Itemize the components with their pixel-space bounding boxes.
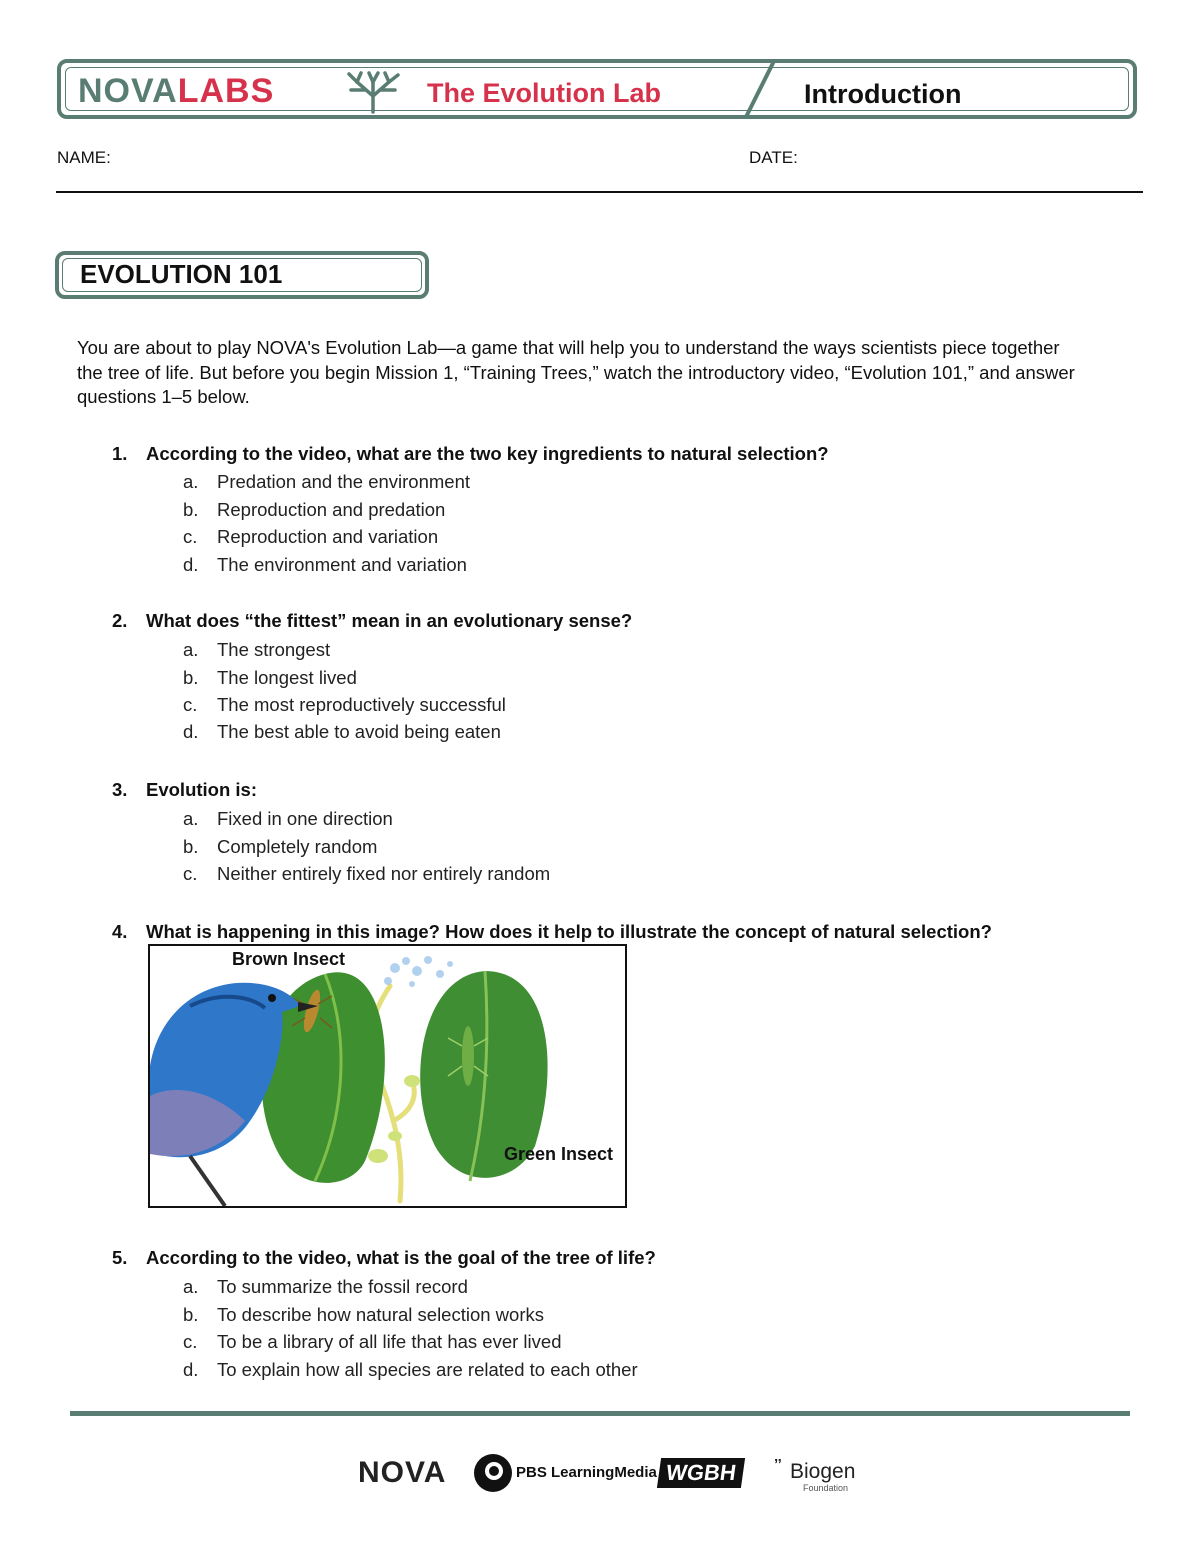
tree-of-life-icon (343, 70, 403, 114)
option: d. The environment and variation (183, 554, 467, 575)
nova-footer-logo: NOVA (358, 1456, 447, 1489)
name-label: NAME: (57, 148, 111, 167)
green-insect-label: Green Insect (504, 1144, 614, 1164)
banner-divider (738, 59, 778, 119)
option: b. The longest lived (183, 667, 357, 688)
question-3: 3. Evolution is: (112, 779, 257, 800)
section-title: EVOLUTION 101 (80, 259, 283, 289)
intro-paragraph: You are about to play NOVA's Evolution Lab—a game that will help you to understand the ways scientists piece together the tree of life. But before you begin Mission 1, “Training Trees,” watch the introductory video, “Evolution 101,” and answer questions 1–5 below. (77, 337, 1075, 407)
wgbh-logo: WGBH (657, 1458, 745, 1488)
option: c. Neither entirely fixed nor entirely random (183, 863, 551, 884)
biogen-foundation-label: Foundation (803, 1483, 849, 1493)
question-5: 5. According to the video, what is the goal of the tree of life? (112, 1247, 656, 1268)
option: c. The most reproductively successful (183, 694, 506, 715)
pbs-learningmedia-logo: PBS LearningMedia (516, 1464, 657, 1481)
option: b. Reproduction and predation (183, 499, 446, 520)
date-label: DATE: (749, 148, 798, 167)
option: c. To be a library of all life that has ever lived (183, 1331, 562, 1352)
option: d. To explain how all species are related to each other (183, 1359, 638, 1380)
option: a. The strongest (183, 639, 331, 660)
option: a. Predation and the environment (183, 471, 471, 492)
footer-rule (70, 1411, 1130, 1416)
name-date-rule (56, 191, 1143, 193)
option: a. To summarize the fossil record (183, 1276, 468, 1297)
question-4: 4. What is happening in this image? How does it help to illustrate the concept of natural selection? (112, 921, 992, 942)
section-heading: Introduction (804, 79, 962, 109)
option: c. Reproduction and variation (183, 526, 439, 547)
lab-title: The Evolution Lab (427, 78, 661, 108)
brown-insect-label: Brown Insect (232, 949, 346, 969)
pbs-head-icon (473, 1453, 513, 1493)
bird-and-insects-illustration (150, 946, 625, 1206)
option: d. The best able to avoid being eaten (183, 721, 501, 742)
biogen-logo: Biogen (790, 1460, 856, 1483)
option: b. Completely random (183, 836, 378, 857)
option: a. Fixed in one direction (183, 808, 393, 829)
option: b. To describe how natural selection works (183, 1304, 544, 1325)
question-1: 1. According to the video, what are the two key ingredients to natural selection? (112, 443, 829, 464)
natural-selection-image (148, 944, 627, 1208)
biogen-mark-icon: ’’ (774, 1456, 782, 1473)
nova-labs-logo: NOVALABS (78, 72, 275, 110)
question-2: 2. What does “the fittest” mean in an evolutionary sense? (112, 610, 633, 631)
